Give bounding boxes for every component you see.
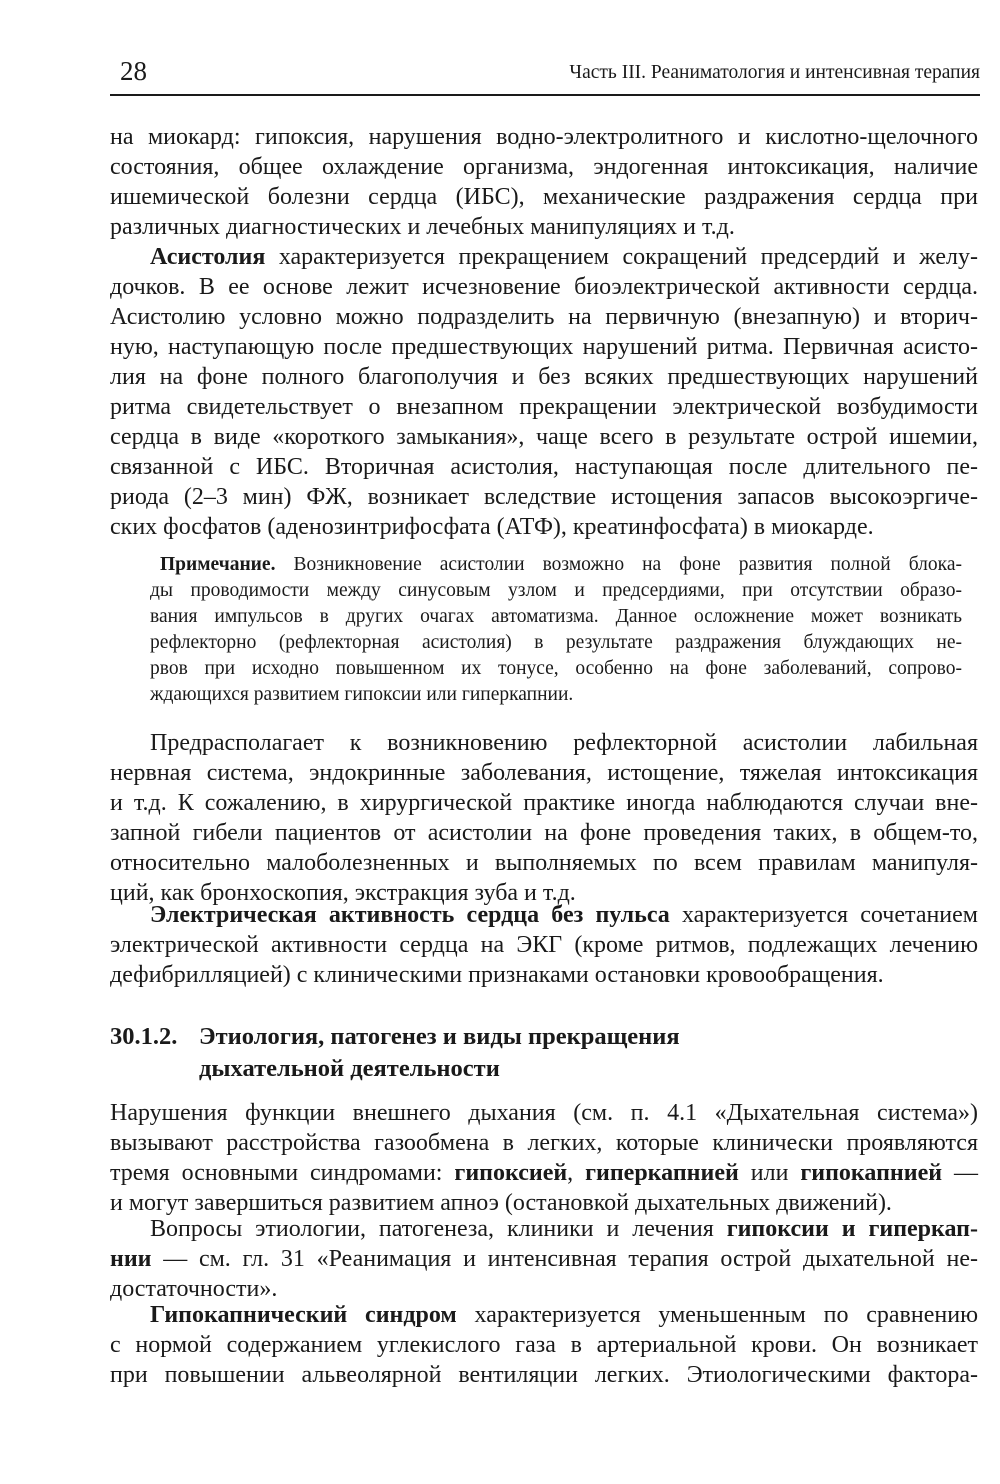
text-line: Асистолию условно можно подразделить на первичную (внезапную) и вторич- (110, 304, 978, 330)
text-line: на миокард: гипоксия, нарушения водно-электролитного и кислотно-щелочного (110, 124, 978, 150)
text-line: вызывают расстройства газообмена в легких, которые клинически проявляются (110, 1130, 978, 1156)
section-title-line-2: дыхательной деятельности (199, 1055, 500, 1082)
note-line: вания импульсов в других очагах автоматизма. Данное осложнение может возникать (150, 606, 962, 627)
term-hypoxia-hypercapnia: гипоксии и гиперкап- (726, 1216, 978, 1242)
page-number: 28 (120, 56, 147, 86)
term-pea: Электрическая активность сердца без пульса (150, 902, 670, 928)
text-line: связанной с ИБС. Вторичная асистолия, наступающая после длительного пе- (110, 454, 978, 480)
note-line: рефлекторно (рефлекторная асистолия) в результате раздражения блуждающих не- (150, 632, 962, 653)
text-line: Нарушения функции внешнего дыхания (см. п. 4.1 «Дыхательная система») (110, 1100, 978, 1126)
text-line: достаточности». (110, 1276, 278, 1302)
text-line: риода (2–3 мин) ФЖ, возникает вследствие истощения запасов высокоэргиче- (110, 484, 978, 510)
text-line: различных диагностических и лечебных манипуляциях и т.д. (110, 214, 735, 240)
note-line: Примечание. Возникновение асистолии возможно на фоне развития полной блока- (160, 554, 962, 575)
term-hypocapnia: гипокапнией (800, 1160, 943, 1186)
text-line: дефибрилляцией) с клиническими признаками остановки кровообращения. (110, 962, 884, 988)
page-header (110, 52, 980, 96)
text-line: с нормой содержанием углекислого газа в артериальной крови. Он возникает (110, 1332, 978, 1358)
text-line: лия на фоне полного благополучия и без всяких предшествующих нарушений (110, 364, 978, 390)
term-hypercapnia: гиперкапнией (585, 1160, 739, 1186)
text-line: Вопросы этиологии, патогенеза, клиники и лечения гипоксии и гиперкап- (150, 1216, 978, 1242)
term-asystole: Асистолия (150, 244, 266, 270)
text-line: нервная система, эндокринные заболевания, истощение, тяжелая интоксикация (110, 760, 978, 786)
note-label: Примечание. (160, 554, 276, 575)
text-line: сердца в виде «короткого замыкания», чаще всего в результате острой ишемии, (110, 424, 978, 450)
text-line: дочков. В ее основе лежит исчезновение биоэлектрической активности сердца. (110, 274, 978, 300)
text-line: Электрическая активность сердца без пульса характеризуется сочетанием (150, 902, 978, 928)
text-line: ритма свидетельствует о внезапном прекращении электрической возбудимости (110, 394, 978, 420)
section-number: 30.1.2. (110, 1023, 178, 1050)
text-line: относительно малоболезненных и выполняемых по всем правилам манипуля- (110, 850, 978, 876)
text-line: при повышении альвеолярной вентиляции легких. Этиологическими фактора- (110, 1362, 978, 1388)
text-line: ную, наступающую после предшествующих нарушений ритма. Первичная асисто- (110, 334, 978, 360)
text-line: ишемической болезни сердца (ИБС), механические раздражения сердца при (110, 184, 978, 210)
note-line: ждающихся развитием гипоксии или гиперкапнии. (150, 684, 574, 705)
section-title-line-1: Этиология, патогенез и виды прекращения (199, 1023, 680, 1050)
note-line: рвов при исходно повышенном их тонусе, особенно на фоне заболеваний, сопрово- (150, 658, 962, 679)
term-hypocapnic-syndrome: Гипокапнический синдром (150, 1302, 457, 1328)
text-line: нии — см. гл. 31 «Реанимация и интенсивная терапия острой дыхательной не- (110, 1246, 978, 1272)
text-line: тремя основными синдромами: гипоксией, гиперкапнией или гипокапнией — (110, 1160, 978, 1186)
term-hypoxia: гипоксией (454, 1160, 568, 1186)
text-line: Асистолия характеризуется прекращением сокращений предсердий и желу- (150, 244, 978, 270)
text-line: электрической активности сердца на ЭКГ (кроме ритмов, подлежащих лечению (110, 932, 978, 958)
text-line: ций, как бронхоскопия, экстракция зуба и т.д. (110, 880, 576, 906)
running-head: Часть III. Реаниматология и интенсивная терапия (569, 62, 980, 83)
text-line: запной гибели пациентов от асистолии на фоне проведения таких, в общем-то, (110, 820, 978, 846)
text-line: Предрасполагает к возникновению рефлекторной асистолии лабильная (150, 730, 978, 756)
note-line: ды проводимости между синусовым узлом и предсердиями, при отсутствии образо- (150, 580, 962, 601)
text-line: и могут завершиться развитием апноэ (остановкой дыхательных движений). (110, 1190, 892, 1216)
text-line: ских фосфатов (аденозинтрифосфата (АТФ), креатинфосфата) в миокарде. (110, 514, 874, 540)
text-line: и т.д. К сожалению, в хирургической практике иногда наблюдаются случаи вне- (110, 790, 978, 816)
text-line: Гипокапнический синдром характеризуется уменьшенным по сравнению (150, 1302, 978, 1328)
text-line: состояния, общее охлаждение организма, эндогенная интоксикация, наличие (110, 154, 978, 180)
